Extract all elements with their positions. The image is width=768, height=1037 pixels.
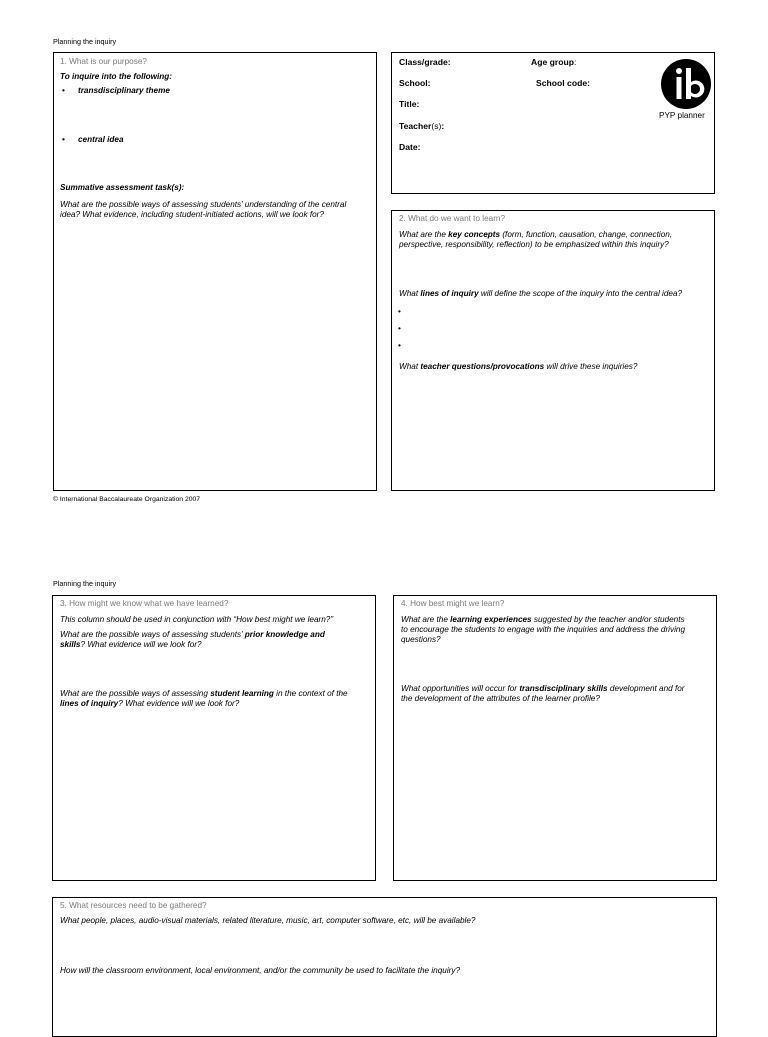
unit-info-box — [391, 52, 715, 194]
section-title: 1. What is our purpose? — [60, 57, 147, 66]
learning-experiences-question: What are the learning experiences suggested by the teacher and/or students to encourage the students to engage with the inquiries and address the driving questions? — [401, 615, 686, 644]
section-purpose — [53, 52, 377, 491]
teacher-label: Teacher(s): — [399, 121, 445, 131]
inquiry-bullet: • — [398, 324, 401, 333]
transdisciplinary-skills-question: What opportunities will occur for transdisciplinary skills development and for the development of the attributes of the learner profile? — [401, 684, 685, 703]
copyright-notice: © International Baccalaureate Organization 2007 — [53, 496, 201, 503]
page-header-label: Planning the inquiry — [53, 37, 117, 46]
teacher-questions-question: What teacher questions/provocations will drive these inquiries? — [399, 362, 638, 371]
bullet-central-idea: • central idea — [62, 135, 124, 144]
resources-question: What people, places, audio-visual materials, related literature, music, art, computer software, etc, will be available? — [60, 916, 476, 925]
summative-heading: Summative assessment task(s): — [60, 183, 185, 192]
summative-question: What are the possible ways of assessing students’ understanding of the central idea? What evidence, including student-initiated actions, will we look for? — [60, 200, 347, 219]
bullet-transdisciplinary-theme: • transdisciplinary theme — [62, 86, 170, 95]
title-label: Title: — [399, 99, 420, 109]
bullet-icon: • — [62, 86, 65, 95]
section-title: 4. How best might we learn? — [401, 599, 505, 608]
page-header-label: Planning the inquiry — [53, 579, 117, 588]
class-grade-label: Class/grade: — [399, 57, 451, 67]
inquiry-bullet: • — [398, 341, 401, 350]
section-title: 2. What do we want to learn? — [399, 214, 506, 223]
section-resources — [52, 897, 717, 1037]
pyp-planner-caption: PYP planner — [659, 111, 705, 120]
section-best-learn — [393, 595, 717, 881]
conjunction-note: This column should be used in conjunction with “How best might we learn?” — [60, 615, 334, 624]
prior-knowledge-question: What are the possible ways of assessing students’ prior knowledge and skills? What evidence will we look for? — [60, 630, 325, 649]
inquiry-bullet: • — [398, 307, 401, 316]
lines-of-inquiry-question: What lines of inquiry will define the scope of the inquiry into the central idea? — [399, 289, 683, 298]
section-want-to-learn — [391, 210, 715, 491]
key-concepts-question: What are the key concepts (form, function, causation, change, connection, perspective, responsibility, reflection) to be emphasized within this inquiry? — [399, 230, 673, 249]
ib-logo-icon — [660, 58, 712, 110]
bullet-icon: • — [62, 135, 65, 144]
purpose-intro: To inquire into the following: — [60, 72, 173, 81]
section-title: 5. What resources need to be gathered? — [60, 901, 207, 910]
date-label: Date: — [399, 142, 421, 152]
section-know-learned — [52, 595, 376, 881]
environment-question: How will the classroom environment, local environment, and/or the community be used to facilitate the inquiry? — [60, 966, 461, 975]
age-group-label: Age group: — [531, 57, 577, 67]
student-learning-question: What are the possible ways of assessing student learning in the context of the lines of inquiry? What evidence will we look for? — [60, 689, 348, 708]
school-code-label: School code: — [536, 78, 590, 88]
section-title: 3. How might we know what we have learned? — [60, 599, 229, 608]
school-label: School: — [399, 78, 431, 88]
